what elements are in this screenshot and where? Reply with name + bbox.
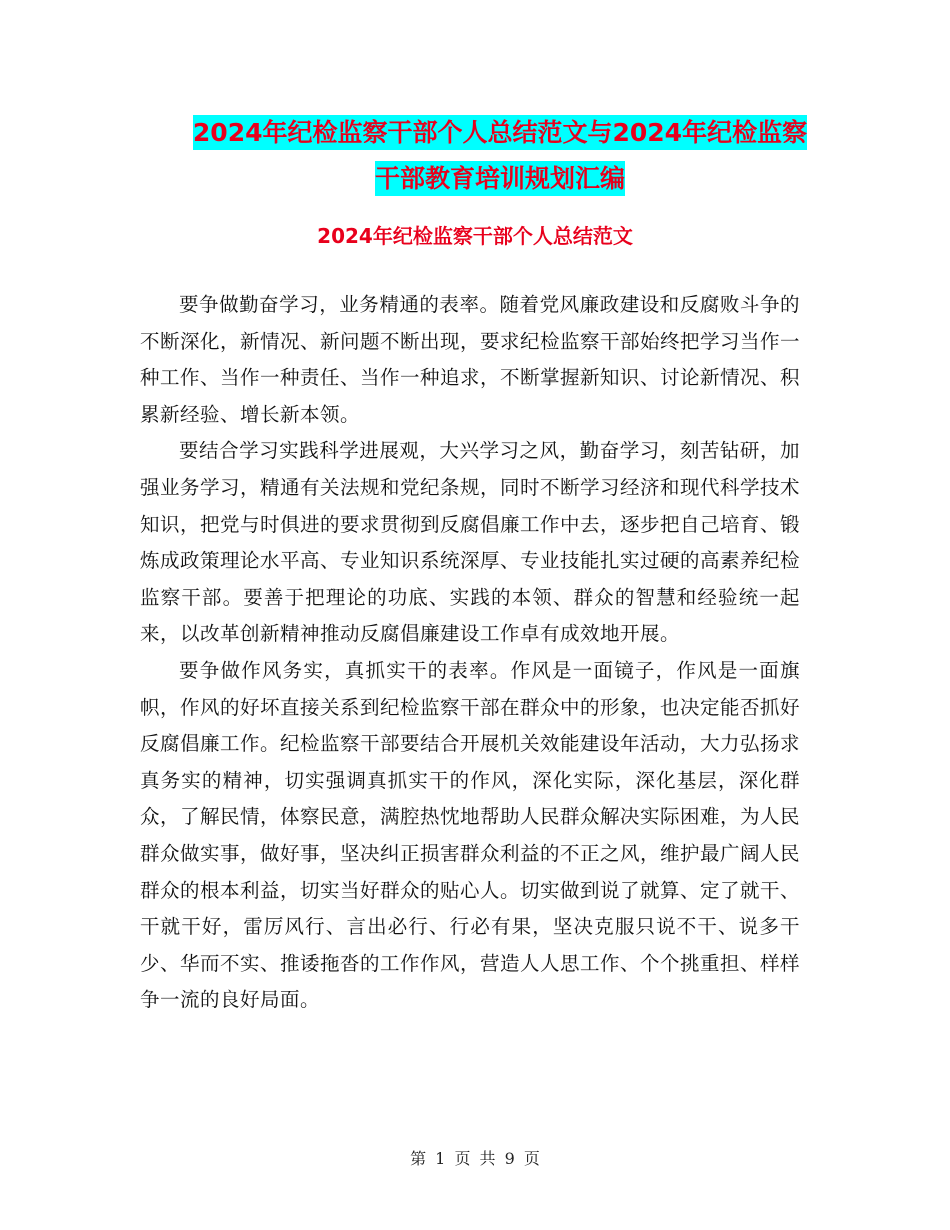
page-footer: 第 1 页 共 9 页: [410, 1149, 540, 1168]
document-title: [120, 110, 880, 202]
document-body: [140, 287, 800, 1019]
paragraph-1: 要争做勤奋学习，业务精通的表率。随着党风廉政建设和反腐败斗争的不断深化，新情况、新问题不断出现，要求纪检监察干部始终把学习当作一种工作、当作一种责任、当作一种追求，不断掌握新知识、讨论新情况、积累新经验、增长新本领。: [140, 293, 801, 426]
section-title: 2024年纪检监察干部个人总结范文: [317, 224, 633, 248]
document-title-line2: 干部教育培训规划汇编: [375, 161, 625, 196]
paragraph-3: 要争做作风务实，真抓实干的表率。作风是一面镜子，作风是一面旗帜，作风的好坏直接关系到纪检监察干部在群众中的形象，也决定能否抓好反腐倡廉工作。纪检监察干部要结合开展机关效能建设年活动，大力弘扬求真务实的精神，切实强调真抓实干的作风，深化实际，深化基层，深化群众，了解民情，体察民意，满腔热忱地帮助人民群众解决实际困难，为人民群众做实事，做好事，坚决纠正损害群众利益的不正之风，维护最广阔人民群众的根本利益，切实当好群众的贴心人。切实做到说了就算、定了就干、干就干好，雷厉风行、言出必行、行必有果，坚决克服只说不干、说多干少、华而不实、推诿拖沓的工作作风，营造人人思工作、个个挑重担、样样争一流的良好局面。: [140, 658, 801, 1012]
document-title-line1: 2024年纪检监察干部个人总结范文与2024年纪检监察: [193, 115, 807, 150]
paragraph-2: 要结合学习实践科学进展观，大兴学习之风，勤奋学习，刻苦钻研，加强业务学习，精通有关法规和党纪条规，同时不断学习经济和现代科学技术知识，把党与时俱进的要求贯彻到反腐倡廉工作中去，逐步把自己培育、锻炼成政策理论水平高、专业知识系统深厚、专业技能扎实过硬的高素养纪检监察干部。要善于把理论的功底、实践的本领、群众的智慧和经验统一起来，以改革创新精神推动反腐倡廉建设工作卓有成效地开展。: [140, 439, 801, 646]
